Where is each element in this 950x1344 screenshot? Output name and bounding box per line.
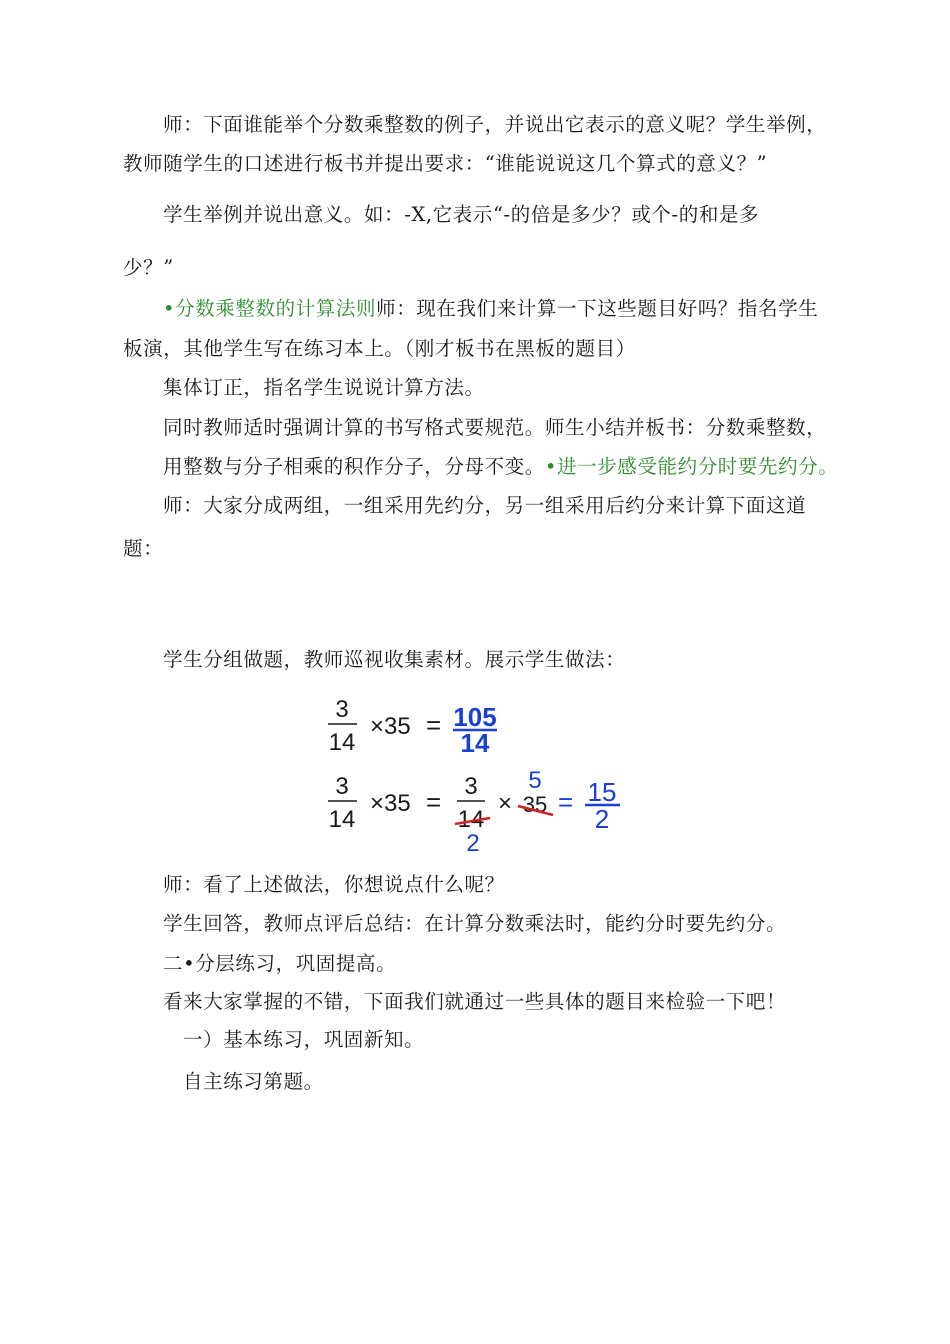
result-denominator: 2 [594,804,610,834]
equals-sign: = [426,787,442,817]
paragraph-line: 教师随学生的口述进行板书并提出要求：“谁能说说这几个算式的意义？” [123,152,768,175]
reduced-whole: 5 [528,767,542,794]
paragraph-line: 一）基本练习，巩固新知。 [183,1028,425,1051]
paragraph-line: 二•分层练习，巩固提高。 [163,952,397,975]
result-numerator: 15 [587,777,617,807]
fraction-denominator: 14 [328,806,356,833]
paragraph-line: 少？” [123,256,174,279]
multiply-term: ×35 [370,713,411,740]
paragraph-text: 师：现在我们来计算一下这些题目好吗？指名学生 [376,297,819,320]
paragraph-line: 题： [123,537,164,560]
paragraph-line: 学生回答，教师点评后总结：在计算分数乘法时，能约分时要先约分。 [163,912,787,935]
paragraph-line: 师：大家分成两组，一组采用先约分，另一组采用后约分来计算下面这道 [163,494,807,517]
paragraph-line: 师：下面谁能举个分数乘整数的例子，并说出它表示的意义呢？学生举例， [163,113,827,136]
paragraph-line: 师：看了上述做法，你想说点什么呢？ [163,873,505,896]
paragraph-line: 学生分组做题，教师巡视收集素材。展示学生做法： [163,648,626,671]
middle-numerator: 3 [464,773,478,800]
equation-1 [328,696,497,758]
paragraph-text: 用整数与分子相乘的积作分子，分母不变。 [163,455,545,478]
paragraph-line: 集体订正，指名学生说说计算方法。 [163,376,485,399]
result-numerator: 105 [453,702,497,732]
fraction-denominator: 14 [328,729,356,756]
multiply-term: ×35 [370,790,411,817]
paragraph-line: 同时教师适时强调计算的书写格式要规范。师生小结并板书：分数乘整数， [163,416,827,439]
whole-number: 35 [522,792,548,817]
equals-sign: = [558,787,574,817]
result-denominator: 14 [460,728,490,758]
section-heading: •分数乘整数的计算法则 [163,297,377,320]
paragraph-line: 学生举例并说出意义。如：-X,它表示“-的倍是多少？或个-的和是多 [163,203,760,226]
paragraph-line: 自主练习第题。 [183,1070,324,1093]
paragraph-line: 板演，其他学生写在练习本上。（刚才板书在黑板的题目） [123,337,636,360]
section-heading: •进一步感受能约分时要先约分。 [544,455,839,478]
equation-2 [328,767,620,857]
fraction-numerator: 3 [335,696,349,723]
multiply-sign: × [498,790,513,817]
middle-denominator: 14 [457,806,485,833]
paragraph-line: 看来大家掌握的不错，下面我们就通过一些具体的题目来检验一下吧！ [163,990,787,1013]
fraction-numerator: 3 [335,773,349,800]
reduced-denominator: 2 [466,830,480,857]
equals-sign: = [426,710,442,740]
